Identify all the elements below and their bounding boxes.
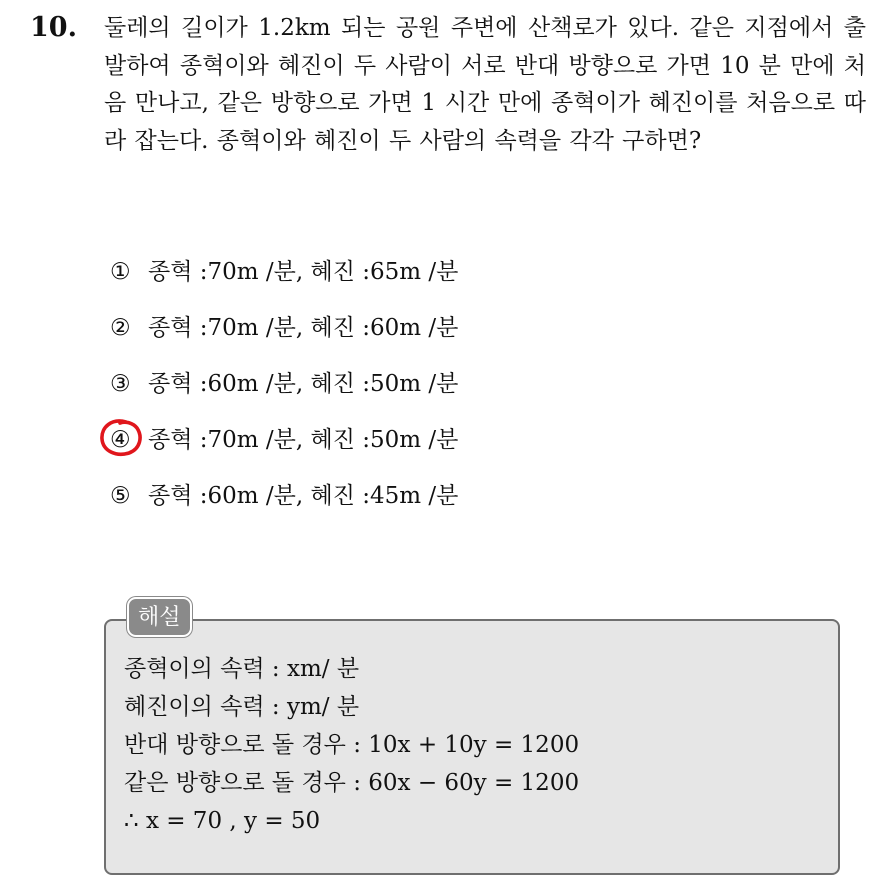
choice-list (110, 252, 458, 532)
choice-text: 종혁 :60m /분, 혜진 :45m /분 (148, 483, 459, 509)
choice-5[interactable] (110, 476, 458, 532)
solution-lines (124, 650, 579, 840)
solution-line: 종혁이의 속력 : xm/ 분 (124, 656, 360, 682)
choice-text: 종혁 :60m /분, 혜진 :50m /분 (148, 371, 459, 397)
choice-4[interactable] (110, 420, 458, 476)
solution-line: 혜진이의 속력 : ym/ 분 (124, 694, 360, 720)
answer-mark-circle-icon (96, 415, 148, 461)
choice-2[interactable] (110, 308, 458, 364)
choice-number: ③ (110, 371, 131, 397)
question-number: 10. (30, 12, 77, 43)
question-text: 둘레의 길이가 1.2km 되는 공원 주변에 산책로가 있다. 같은 지점에서 출발하여 종혁이와 혜진이 두 사람이 서로 반대 방향으로 가면 10 분 만에 처음 만나고, 같은 방향으로 가면 1 시간 만에 종혁이가 혜진이를 처음으로 따라 잡는다. 종혁이와 혜진이 두 사람의 속력을 각각 구하면? (104, 15, 866, 154)
choice-text: 종혁 :70m /분, 혜진 :65m /분 (148, 259, 459, 285)
choice-number: ② (110, 315, 131, 341)
choice-number: ① (110, 259, 131, 285)
solution-label: 해설 (127, 597, 192, 637)
choice-text: 종혁 :70m /분, 혜진 :50m /분 (148, 427, 459, 453)
choice-1[interactable] (110, 252, 458, 308)
choice-number: ⑤ (110, 483, 131, 509)
solution-line: 반대 방향으로 돌 경우 : 10x + 10y = 1200 (124, 732, 580, 758)
choice-3[interactable] (110, 364, 458, 420)
solution-line: 같은 방향으로 돌 경우 : 60x − 60y = 1200 (124, 770, 580, 796)
solution-line: ∴ x = 70 , y = 50 (124, 808, 321, 834)
choice-text: 종혁 :70m /분, 혜진 :60m /분 (148, 315, 459, 341)
choice-number: ④ (110, 427, 131, 453)
